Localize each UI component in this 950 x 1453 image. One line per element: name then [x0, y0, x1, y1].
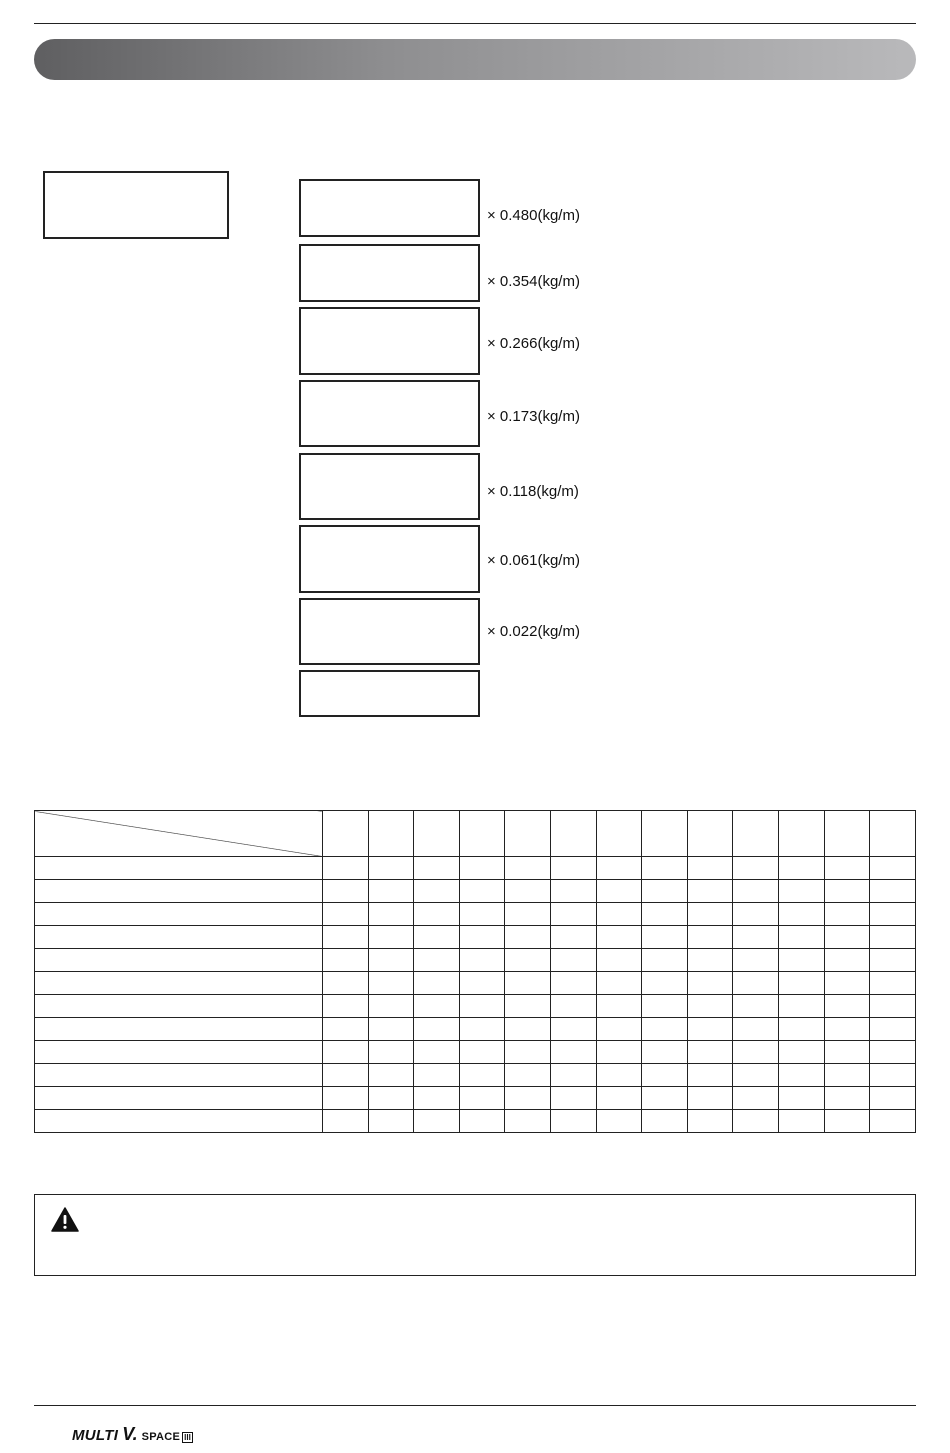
table-cell: [368, 1041, 414, 1064]
table-cell: [323, 972, 369, 995]
table-cell: [505, 949, 551, 972]
charge-factor-2: × 0.354(kg/m): [487, 273, 580, 290]
table-cell: [551, 880, 597, 903]
table-row: [35, 1064, 916, 1087]
table-cell: [733, 1087, 779, 1110]
table-cell: [779, 1041, 825, 1064]
table-cell: [414, 1110, 460, 1133]
table-cell: [505, 1018, 551, 1041]
table-cell: [733, 1018, 779, 1041]
table-cell: [459, 926, 505, 949]
table-cell: [368, 1018, 414, 1041]
table-cell: [551, 1041, 597, 1064]
table-cell: [368, 1064, 414, 1087]
charge-factor-4: × 0.173(kg/m): [487, 408, 580, 425]
table-row: [35, 1041, 916, 1064]
table-cell: [687, 903, 733, 926]
table-cell: [596, 1041, 642, 1064]
table-cell: [687, 1087, 733, 1110]
table-cell: [642, 903, 688, 926]
pipe-length-box-3: [299, 307, 480, 375]
pipe-length-box-2: [299, 244, 480, 302]
table-cell: [414, 880, 460, 903]
table-cell: [368, 857, 414, 880]
table-cell: [870, 1110, 916, 1133]
table-cell: [596, 1087, 642, 1110]
table-cell: [414, 972, 460, 995]
charge-factor-5: × 0.118(kg/m): [487, 483, 579, 500]
table-cell: [779, 1087, 825, 1110]
table-cell: [824, 1110, 870, 1133]
table-cell: [414, 903, 460, 926]
table-cell: [368, 880, 414, 903]
table-row: [35, 949, 916, 972]
table-cell: [733, 857, 779, 880]
table-cell: [414, 1087, 460, 1110]
table-cell: [596, 880, 642, 903]
table-cell: [368, 995, 414, 1018]
table-cell: [368, 972, 414, 995]
table-row: [35, 857, 916, 880]
table-cell: [733, 995, 779, 1018]
table-header-cell: [596, 811, 642, 857]
table-cell: [824, 995, 870, 1018]
table-cell: [687, 949, 733, 972]
table-row-label-cell: [35, 1110, 323, 1133]
table-cell: [505, 1087, 551, 1110]
table-row-label-cell: [35, 972, 323, 995]
section-title-bar: [34, 39, 916, 80]
bottom-rule: [34, 1405, 916, 1406]
table-cell: [323, 926, 369, 949]
table-cell: [505, 995, 551, 1018]
table-cell: [642, 949, 688, 972]
pipe-length-box-6: [299, 525, 480, 593]
table-cell: [733, 1110, 779, 1133]
table-cell: [642, 972, 688, 995]
table-cell: [459, 949, 505, 972]
table-cell: [505, 880, 551, 903]
table-header-row: [35, 811, 916, 857]
top-rule: [34, 23, 916, 24]
table-cell: [824, 1018, 870, 1041]
table-cell: [414, 926, 460, 949]
pipe-length-box-4: [299, 380, 480, 447]
table-row: [35, 995, 916, 1018]
table-cell: [733, 903, 779, 926]
multi-v-space-logo: [72, 1424, 193, 1445]
table-corner-cell: [35, 811, 323, 857]
table-header-cell: [642, 811, 688, 857]
table-cell: [870, 1064, 916, 1087]
table-cell: [459, 995, 505, 1018]
total-charge-box: [43, 171, 229, 239]
table-cell: [596, 995, 642, 1018]
table-cell: [824, 972, 870, 995]
table-cell: [733, 880, 779, 903]
table-cell: [870, 903, 916, 926]
pipe-length-box-8: [299, 670, 480, 717]
table-row-label-cell: [35, 880, 323, 903]
table-cell: [824, 1041, 870, 1064]
table-cell: [596, 926, 642, 949]
table-cell: [642, 926, 688, 949]
table-cell: [824, 857, 870, 880]
table-row-label-cell: [35, 903, 323, 926]
table-cell: [551, 1110, 597, 1133]
table-cell: [687, 995, 733, 1018]
table-row: [35, 1087, 916, 1110]
table-cell: [779, 1110, 825, 1133]
table-cell: [870, 880, 916, 903]
table-cell: [870, 857, 916, 880]
logo-multi: MULTI: [72, 1427, 119, 1444]
table-cell: [596, 1110, 642, 1133]
table-cell: [414, 1018, 460, 1041]
table-cell: [779, 880, 825, 903]
table-row: [35, 903, 916, 926]
table-cell: [596, 1064, 642, 1087]
table-cell: [505, 903, 551, 926]
table-cell: [733, 1041, 779, 1064]
table-cell: [551, 1064, 597, 1087]
table-cell: [642, 880, 688, 903]
table-cell: [733, 972, 779, 995]
table-cell: [505, 1110, 551, 1133]
table-cell: [368, 903, 414, 926]
table-cell: [642, 995, 688, 1018]
table-cell: [687, 857, 733, 880]
table-cell: [824, 880, 870, 903]
table-cell: [505, 857, 551, 880]
table-row-label-cell: [35, 1041, 323, 1064]
table-cell: [687, 1018, 733, 1041]
table-cell: [596, 949, 642, 972]
table-header-cell: [323, 811, 369, 857]
table-cell: [779, 949, 825, 972]
additional-charge-table: [34, 810, 916, 1133]
table-cell: [824, 949, 870, 972]
table-cell: [459, 1041, 505, 1064]
logo-v: V.: [122, 1424, 138, 1444]
table-cell: [596, 903, 642, 926]
table-cell: [323, 1041, 369, 1064]
table-row: [35, 880, 916, 903]
table-cell: [323, 949, 369, 972]
table-cell: [596, 1018, 642, 1041]
table-cell: [459, 1018, 505, 1041]
table-cell: [687, 880, 733, 903]
table-cell: [459, 972, 505, 995]
table-header-cell: [368, 811, 414, 857]
table-row: [35, 1018, 916, 1041]
table-row-label-cell: [35, 857, 323, 880]
table-cell: [687, 1110, 733, 1133]
table-cell: [505, 972, 551, 995]
table-cell: [414, 857, 460, 880]
table-cell: [642, 1041, 688, 1064]
table-cell: [779, 1064, 825, 1087]
table-cell: [779, 1018, 825, 1041]
table-cell: [459, 1087, 505, 1110]
table-header-cell: [779, 811, 825, 857]
warning-icon: [51, 1207, 79, 1232]
table-cell: [687, 1041, 733, 1064]
table-cell: [414, 949, 460, 972]
pipe-length-box-7: [299, 598, 480, 665]
table-cell: [687, 1064, 733, 1087]
table-cell: [870, 926, 916, 949]
table-row-label-cell: [35, 926, 323, 949]
table-cell: [551, 903, 597, 926]
table-cell: [824, 1087, 870, 1110]
table-row: [35, 926, 916, 949]
table-cell: [368, 1087, 414, 1110]
table-cell: [323, 1110, 369, 1133]
table-cell: [551, 1018, 597, 1041]
table-cell: [642, 1064, 688, 1087]
table-cell: [505, 1064, 551, 1087]
table-cell: [551, 972, 597, 995]
table-cell: [505, 1041, 551, 1064]
table-cell: [323, 1087, 369, 1110]
table-cell: [551, 857, 597, 880]
table-header-cell: [870, 811, 916, 857]
table-cell: [870, 1041, 916, 1064]
table-cell: [551, 926, 597, 949]
charge-factor-7: × 0.022(kg/m): [487, 623, 580, 640]
table-row-label-cell: [35, 1018, 323, 1041]
table-cell: [551, 949, 597, 972]
table-cell: [505, 926, 551, 949]
table-cell: [323, 995, 369, 1018]
table-cell: [414, 1041, 460, 1064]
table-cell: [551, 1087, 597, 1110]
table-header-cell: [824, 811, 870, 857]
charge-factor-6: × 0.061(kg/m): [487, 552, 580, 569]
table-cell: [779, 857, 825, 880]
table-cell: [824, 926, 870, 949]
table-cell: [733, 1064, 779, 1087]
table-cell: [642, 1087, 688, 1110]
table-cell: [323, 1064, 369, 1087]
caution-box: [34, 1194, 916, 1276]
table-header-cell: [505, 811, 551, 857]
table-cell: [368, 1110, 414, 1133]
table-cell: [368, 926, 414, 949]
table-cell: [870, 995, 916, 1018]
table-cell: [368, 949, 414, 972]
table-row: [35, 972, 916, 995]
table-cell: [779, 903, 825, 926]
table-row-label-cell: [35, 1064, 323, 1087]
table-row-label-cell: [35, 949, 323, 972]
table-cell: [642, 1018, 688, 1041]
table-cell: [779, 972, 825, 995]
table-header-cell: [733, 811, 779, 857]
pipe-length-box-5: [299, 453, 480, 520]
charge-factor-1: × 0.480(kg/m): [487, 207, 580, 224]
table-header-cell: [459, 811, 505, 857]
table-cell: [323, 1018, 369, 1041]
table-cell: [642, 857, 688, 880]
table-cell: [596, 857, 642, 880]
table-cell: [687, 972, 733, 995]
table-cell: [414, 995, 460, 1018]
table-cell: [870, 972, 916, 995]
logo-generation: III: [184, 1433, 191, 1442]
table-cell: [779, 926, 825, 949]
table-cell: [596, 972, 642, 995]
table-header-cell: [414, 811, 460, 857]
pipe-length-box-1: [299, 179, 480, 237]
table-cell: [870, 1087, 916, 1110]
table-cell: [459, 1110, 505, 1133]
logo-space: SPACE: [141, 1431, 181, 1443]
table-cell: [687, 926, 733, 949]
table-row-label-cell: [35, 995, 323, 1018]
table-cell: [733, 926, 779, 949]
table-cell: [870, 1018, 916, 1041]
table-cell: [459, 880, 505, 903]
table-cell: [459, 1064, 505, 1087]
table-header-cell: [551, 811, 597, 857]
table-cell: [779, 995, 825, 1018]
table-cell: [323, 880, 369, 903]
table-cell: [323, 903, 369, 926]
table-header-cell: [687, 811, 733, 857]
charge-factor-3: × 0.266(kg/m): [487, 335, 580, 352]
table-cell: [733, 949, 779, 972]
table-cell: [414, 1064, 460, 1087]
table-cell: [824, 1064, 870, 1087]
table-cell: [323, 857, 369, 880]
table-cell: [459, 903, 505, 926]
table-row: [35, 1110, 916, 1133]
table-row-label-cell: [35, 1087, 323, 1110]
table-cell: [870, 949, 916, 972]
table-cell: [551, 995, 597, 1018]
table-cell: [459, 857, 505, 880]
table-cell: [824, 903, 870, 926]
table-cell: [642, 1110, 688, 1133]
